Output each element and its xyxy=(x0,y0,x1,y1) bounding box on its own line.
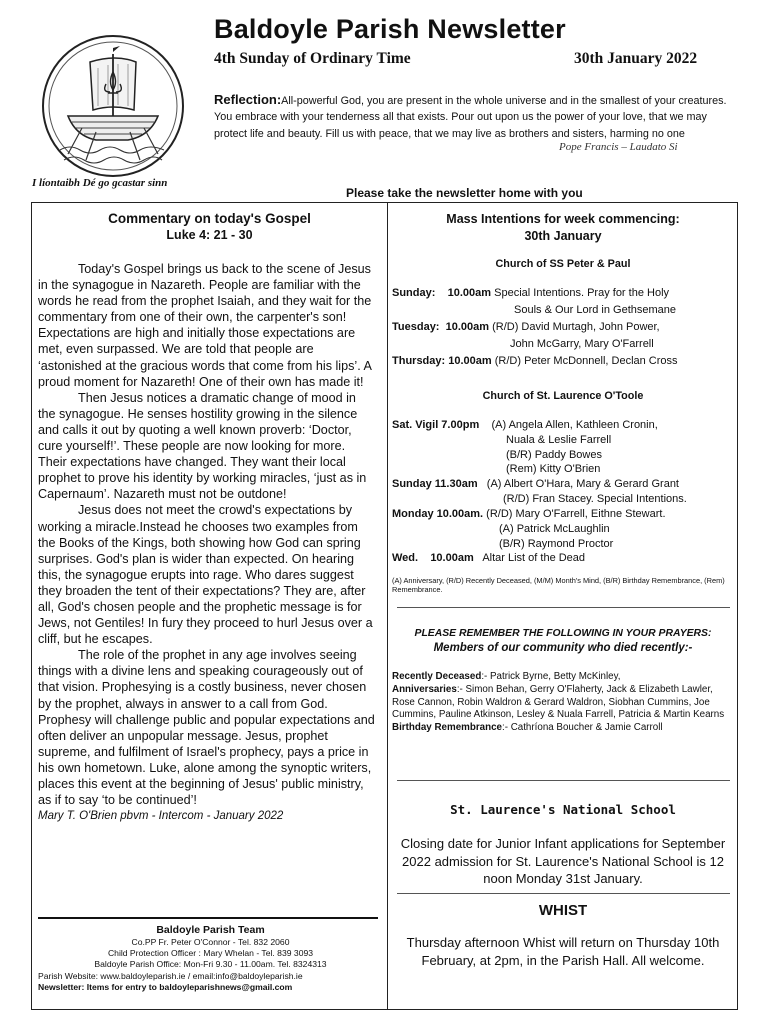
mass-intention: (R/D) Mary O'Farrell, Eithne Stewart. xyxy=(486,508,666,520)
team-line: Parish Website: www.baldoyleparish.ie / email:info@baldoyleparish.ie xyxy=(38,970,303,981)
whist-title: WHIST xyxy=(538,902,588,919)
mass-day: Sunday 11.30am xyxy=(392,478,478,490)
mass-intention: Altar List of the Dead xyxy=(482,552,586,564)
commentary-title: Commentary on today's Gospel xyxy=(108,211,311,226)
commentary-body xyxy=(38,261,376,824)
mass-day: Monday 10.00am. xyxy=(392,508,484,520)
liturgical-sunday: 4th Sunday of Ordinary Time xyxy=(214,50,411,67)
reflection-source: Pope Francis – Laudato Si xyxy=(559,141,678,153)
mass-entry xyxy=(392,285,676,319)
recently-deceased-names: :- Patrick Byrne, Betty McKinley, xyxy=(481,671,621,682)
mass-intention: (B/R) Raymond Proctor xyxy=(499,537,614,550)
mass-time: 10.00am xyxy=(430,552,474,564)
whist-notice: Thursday afternoon Whist will return on Thursday 10th February, at 2pm, in the Parish Hall. All welcome. xyxy=(406,935,720,968)
mass-day: Sunday: xyxy=(392,287,436,299)
section-rule xyxy=(397,780,730,781)
mass-intention: (R/D) Peter McDonnell, Declan Cross xyxy=(494,355,678,367)
intention-key: (A) Anniversary, (R/D) Recently Deceased, (M/M) Month's Mind, (B/R) Birthday Remembrance, (Rem) Remembrance. xyxy=(392,576,725,595)
prayers-title-line: PLEASE REMEMBER THE FOLLOWING IN YOUR PRAYERS: xyxy=(414,628,712,639)
reflection-label: Reflection: xyxy=(214,92,282,107)
mass-intention: (A) Albert O'Hara, Mary & Gerard Grant xyxy=(486,478,679,490)
commentary-signature: Mary T. O'Brien pbvm - Intercom - January 2022 xyxy=(38,810,284,823)
commentary-paragraph: Today's Gospel brings us back to the scene of Jesus in the synagogue in Nazareth. People are familiar with the words he read from the prophet Isaiah, and they wait for the commentary from one of their own, the carpenter's son! Expectations are high and initially those expectations are met, even surpassed. We are told that people are ‘astonished at the gracious words that come from his lips’. A proud moment for Nazareth! One of their own has made it! xyxy=(38,262,372,389)
team-line: Co.PP Fr. Peter O'Connor - Tel. 832 2060 xyxy=(131,937,290,947)
mass-entry xyxy=(392,319,660,353)
commentary-paragraph: The role of the prophet in any age involves seeing things with a divine lens and speaking courageously out of that vision. Prophesying is a costly business, never chosen by the prophet, always in answer to a call from God. Prophesy will challenge public and popular expectations and often deliver an unpopular message. Jesus, prophet supreme, and fulfilment of Israel's prophecy, pays a price in his own hometown. Luke, alone among the synoptic writers, places this event at the beginning of Jesus' public ministry, as if to say ‘to be continued’! xyxy=(38,648,375,808)
logo-motto: I líontaibh Dé go gcastar sinn xyxy=(32,177,168,189)
section-rule xyxy=(397,607,730,608)
anniversaries-names: :- Simon Behan, Gerry O'Flaherty, Jack & Elizabeth Lawler, Rose Cannon, Robin Waldron & Gerard Waldron, Siobhan Cummins, Joe Cummins, Pauline Atkinson, Lesley & Nuala Farrell, Patricia & Martin Kearns xyxy=(392,683,725,721)
mass-intention: Special Intentions. Pray for the Holy xyxy=(494,287,670,299)
gospel-reference: Luke 4: 21 - 30 xyxy=(166,228,253,242)
team-line: Baldoyle Parish Office: Mon-Fri 9.30 - 11.00am. Tel. 8324313 xyxy=(94,959,327,970)
mass-intention: (A) Angela Allen, Kathleen Cronin, xyxy=(491,419,658,431)
anniversaries-label: Anniversaries xyxy=(392,683,457,695)
mass-intention: (Rem) Kitty O'Brien xyxy=(506,463,601,476)
mass-intention: Souls & Our Lord in Gethsemane xyxy=(514,304,677,316)
mass-intention: (B/R) Paddy Bowes xyxy=(506,448,602,461)
mass-time: 10.00am xyxy=(447,287,492,299)
school-notice: Closing date for Junior Infant applications for September 2022 admission for St. Laurence's National School is 12 noon Monday 31st January. xyxy=(400,836,726,886)
mass-day: Wed. xyxy=(392,552,419,564)
mass-intention: (A) Patrick McLaughlin xyxy=(499,522,610,535)
prayers-title xyxy=(388,627,738,655)
mass-intention: (R/D) David Murtagh, John Power, xyxy=(492,321,660,333)
mass-intentions-title xyxy=(388,211,738,244)
team-line: Child Protection Officer : Mary Whelan - Tel. 839 3093 xyxy=(107,948,314,959)
commentary-paragraph: Then Jesus notices a dramatic change of mood in the synagogue. He senses hostility growing in the silence and calls it out by quoting a well known proverb: ‘Doctor, cure yourself!’. These people are now looking for more. Their expectations have changed. They want their local prophet to prove his identity by working miracles, ‘just as in Capernaum’. Nazareth must not be outdone! xyxy=(38,390,367,502)
mass-entry xyxy=(392,477,687,507)
mass-entry xyxy=(392,507,666,551)
prayers-body xyxy=(392,671,734,735)
newsletter-contact: Newsletter: Items for entry to baldoyleparishnews@gmail.com xyxy=(38,981,293,992)
mass-time: 10.00am xyxy=(445,321,490,333)
mass-intention: John McGarry, Mary O'Farrell xyxy=(510,338,654,350)
newsletter-title: Baldoyle Parish Newsletter xyxy=(214,14,566,44)
mass-entry xyxy=(392,418,658,477)
team-rule xyxy=(38,917,378,919)
mass-time: 10.00am xyxy=(448,355,492,367)
church-heading: Church of St. Laurence O'Toole xyxy=(482,390,644,402)
section-rule xyxy=(397,893,730,894)
column-divider xyxy=(387,202,388,1010)
mass-day: Tuesday: xyxy=(392,321,440,333)
mass-intention: Nuala & Leslie Farrell xyxy=(506,433,612,446)
mass-entry xyxy=(392,550,585,567)
mass-day: Sat. Vigil 7.00pm xyxy=(392,419,480,431)
commentary-paragraph: Jesus does not meet the crowd's expectations by working a miracle.Instead he chooses two examples from the Books of the Kings, both showing how God can spring surprises. God's plan is wider than expected. On hearing this, the synagogue erupts into rage. Who dares suggest they broaden the tent of their expectations? They are, after all, God's chosen people and the prophetic message is for Jews, not Gentiles! In fury they proceed to hurl Jesus over a cliff, but he escapes. xyxy=(38,503,373,647)
reflection-text: All-powerful God, you are present in the whole universe and in the smallest of your creatures. You embrace with your tenderness all that exists. Pour out upon us the power of your love, that we may protect life and beauty. Fill us with peace, that we may live as brothers and sisters, harming no one xyxy=(214,95,727,140)
birthday-remembrance-label: Birthday Remembrance xyxy=(392,722,502,734)
newsletter-date: 30th January 2022 xyxy=(574,50,698,67)
mass-day: Thursday: xyxy=(392,355,446,367)
team-title: Baldoyle Parish Team xyxy=(156,924,265,936)
mass-title-line: 30th January xyxy=(524,228,602,243)
parish-team xyxy=(38,923,383,993)
birthday-remembrance-names: :- Cathríona Boucher & Jamie Carroll xyxy=(501,722,663,734)
church-heading: Church of SS Peter & Paul xyxy=(495,258,631,270)
mass-title-line: Mass Intentions for week commencing: xyxy=(446,212,680,226)
take-home-notice: Please take the newsletter home with you xyxy=(346,186,583,200)
prayers-title-line: Members of our community who died recently:- xyxy=(433,642,693,654)
mass-intention: (R/D) Fran Stacey. Special Intentions. xyxy=(503,492,687,505)
reflection xyxy=(214,92,739,142)
mass-entry xyxy=(392,353,678,370)
school-title: St. Laurence's National School xyxy=(450,802,676,817)
parish-logo xyxy=(38,32,188,180)
recently-deceased-label: Recently Deceased xyxy=(392,671,482,682)
